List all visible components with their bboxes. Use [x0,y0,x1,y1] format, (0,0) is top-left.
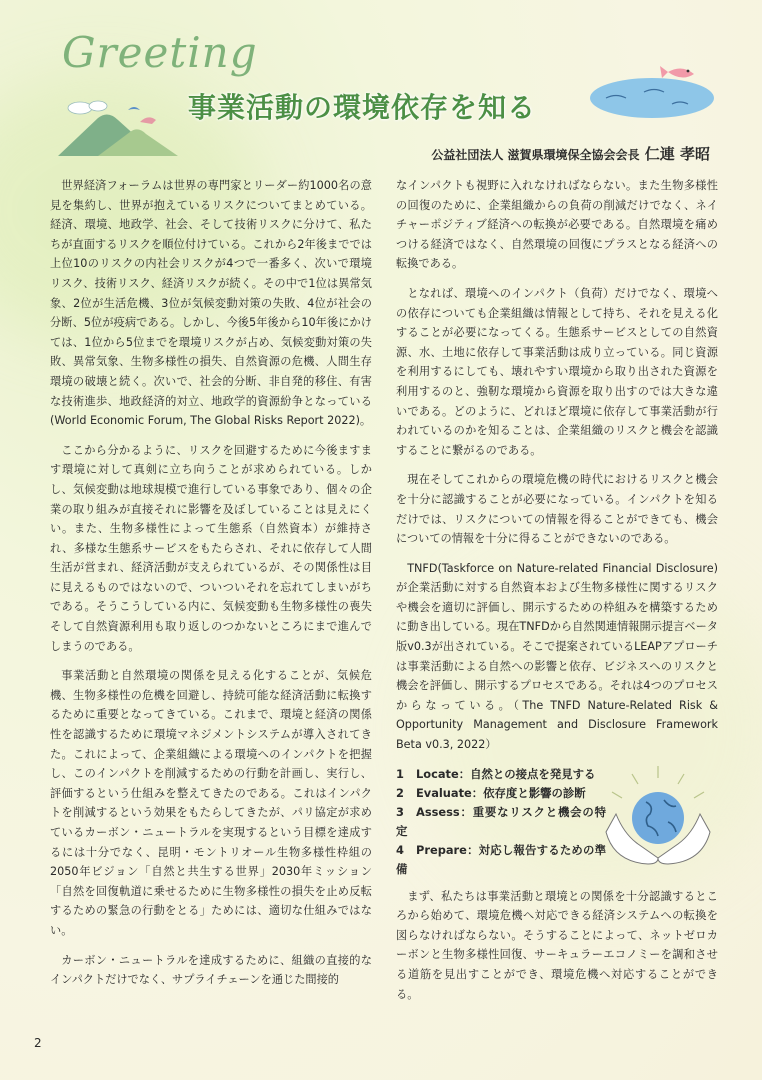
author-name: 仁連 孝昭 [644,145,710,163]
author-organization: 公益社団法人 滋賀県環境保全協会会長 [431,148,640,162]
list-item: 3 Assess：重要なリスクと機会の特定 [396,804,606,838]
page-title: 事業活動の環境依存を知る [188,91,537,124]
hands-earth-icon [598,762,718,872]
page-number: 2 [34,1036,42,1050]
left-column [50,176,372,1000]
paragraph: カーボン・ニュートラルを達成するために、組織の直接的なインパクトだけでなく、サプライチェーンを通じた間接的 [50,953,372,987]
fish-water-icon [586,62,716,122]
author-line [431,143,710,164]
greeting-script: Greeting [62,28,258,77]
paragraph: まず、私たちは事業活動と環境との関係を十分認識するところから始めて、環境危機へ対応できる経済システムへの転換を図らなければならない。そうすることによって、ネットゼロカーボンと生物多様性回復、サーキュラーエコノミーを調和させる道筋を見出すことができ、環境危機へ対応することができる。 [396,889,718,1001]
list-item: 1 Locate：自然との接点を発見する [396,766,596,781]
list-item: 4 Prepare：対応し報告するための準備 [396,842,606,876]
paragraph-continuation: なインパクトも視野に入れなければならない。また生物多様性の回復のために、企業組織からの負荷の削減だけでなく、ネイチャーポジティブ経済への転換が必要である。自然環境を痛めつける経済ではなく、自然環境の回復にプラスとなる経済への転換である。 [396,179,718,271]
paragraph: TNFD(Taskforce on Nature-related Financial Disclosure)が企業活動に対する自然資本および生物多様性に関するリスクや機会を適切に評価し、開示するための枠組みを構築するために動き出している。現在TNFDから自然関連情報開示提言ベータ版v0.3が出されている。そこで提案されているLEAPアプローチは事業活動による自然への影響と依存、ビジネスへのリスクと機会を評価し、開示するプロセスである。それは4つのプロセスからなっている。（The TNFD Nature-Related Risk & Opportunity Management and Disclosure Framework Beta v0.3, 2022） [396,561,718,752]
right-column [396,176,718,1014]
list-item: 2 Evaluate：依存度と影響の診断 [396,785,586,800]
paragraph: ここから分かるように、リスクを回避するために今後ますます環境に対して真剣に立ち向うことが求められている。しかし、気候変動は地球規模で進行している事象であり、個々の企業の取り組みが直接それに影響を及ぼしていることは見えにくい。また、生物多様性によって生態系（自然資本）が維持され、多様な生態系サービスをもたらされ、それに依存して人間生活が営まれ、経済活動が支えられているが、その関係性は目に見えるものではないので、ついついそれを忘れてしまいがちである。そうこうしている内に、気候変動も生物多様性の喪失そして自然資源利用も取り返しのつかないところにまで進んでしまうのである。 [50,443,372,653]
paragraph: 世界経済フォーラムは世界の専門家とリーダー約1000名の意見を集約し、世界が抱えているリスクについてまとめている。経済、環境、地政学、社会、そして技術リスクに分けて、私たちが直面するリスクを順位付けている。これから2年後まででは上位10のリスクの内社会リスクが4つで一番多く、次いで環境リスク、技術リスク、経済リスクが続く。その中で1位は異常気象、2位が生活危機、3位が気候変動対策の失敗、4位が社会の分断、5位が疫病である。しかし、今後5年後から10年後にかけては、1位から5位までを環境リスクが占め、気候変動対策の失敗、異常気象、生物多様性の損失、自然資源の危機、人間生存環境の破壊と続く。次いで、社会的分断、非自発的移住、有害な技術進歩、地政経済的対立、地政学的資源紛争となっている(World Economic Forum, The Global Risks Report 2022)。 [50,179,372,428]
paragraph: となれば、環境へのインパクト（負荷）だけでなく、環境への依存についても企業組織は情報として持ち、それを見える化することが必要になってくる。生態系サービスとしての自然資源、水、土地に依存して事業活動は成り立っている。同じ資源を利用するにしても、壊れやすい環境から取り出された資源を利用するのと、強靭な環境から資源を取り出すのでは大きな違いである。どのように、どれほど環境に依存して事業活動が行われているのかを知ることは、企業組織のリスクと機会を認識することに繋がるのである。 [396,286,718,457]
paragraph: 現在そしてこれからの環境危機の時代におけるリスクと機会を十分に認識することが必要になっている。インパクトを知るだけでは、リスクについての情報を得ることができても、機会についての情報を十分に得ることができないのである。 [396,473,718,546]
hills-bird-icon [58,92,178,156]
paragraph: 事業活動と自然環境の関係を見える化することが、気候危機、生物多様性の危機を回避し、持続可能な経済活動に転換するために重要となってきている。これまで、環境と経済の関係性を認識するために環境マネジメントシステムが導入されてきた。これによって、企業組織による環境へのインパクトを把握し、このインパクトを削減するための行動を計画し、実行し、評価するという仕組みを整えてきたのである。これはインパクトを削減するという効果をもたらしてきたが、パリ協定が求めているカーボン・ニュートラルを実現するという目標を達成するには十分でなく、昆明・モントリオール生物多様性枠組の2050年ビジョン「自然と共生する世界」2030年ミッション「自然を回復軌道に乗せるために生物多様性の損失を止め反転するための緊急の行動をとる」ためには、適切な仕組みではない。 [50,669,372,937]
